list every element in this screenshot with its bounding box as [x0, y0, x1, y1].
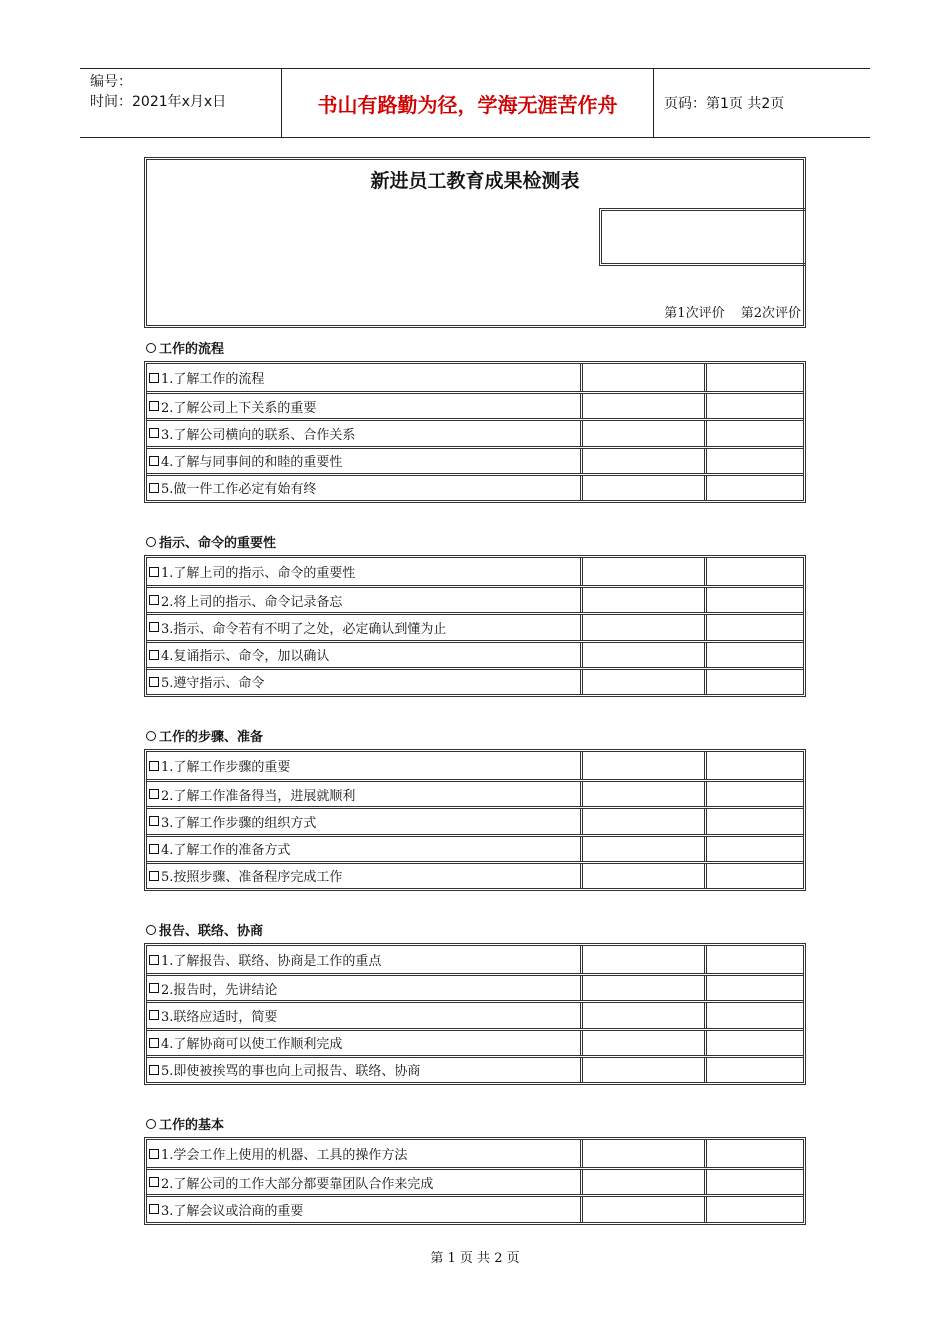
table-row: [147, 861, 803, 888]
circle-bullet-icon: [146, 1119, 156, 1129]
checkbox-icon[interactable]: [149, 622, 159, 632]
time-label: 时间：2021年x月x日: [90, 94, 227, 110]
checkbox-icon[interactable]: [149, 567, 159, 577]
table-row: [147, 364, 803, 391]
checkbox-icon[interactable]: [149, 401, 159, 411]
checklist-item-label: 5.做一件工作必定有始有终: [161, 482, 317, 498]
eval-label-2: 第2次评价: [740, 306, 801, 321]
checklist-item: [147, 864, 583, 888]
checkbox-icon[interactable]: [149, 1038, 159, 1048]
eval-cell-2[interactable]: [707, 837, 803, 861]
checklist-item: [147, 809, 583, 833]
checklist-item-label: 5.按照步骤、准备程序完成工作: [161, 870, 343, 886]
eval-cell-2[interactable]: [707, 394, 803, 418]
eval-cell-2[interactable]: [707, 809, 803, 833]
checklist-item: [147, 1197, 583, 1221]
section-heading: [146, 1114, 224, 1133]
circle-bullet-icon: [146, 731, 156, 741]
table-row: [147, 667, 803, 694]
eval-cell-2[interactable]: [707, 1140, 803, 1167]
checklist-item: [147, 558, 583, 585]
eval-cell-1[interactable]: [583, 1031, 707, 1055]
checklist-table: [144, 1137, 806, 1225]
checkbox-icon[interactable]: [149, 373, 159, 383]
checklist-item: [147, 837, 583, 861]
evaluation-labels: [652, 302, 801, 321]
signature-box: [599, 208, 805, 266]
eval-cell-1[interactable]: [583, 946, 707, 973]
eval-cell-1[interactable]: [583, 976, 707, 1000]
eval-cell-2[interactable]: [707, 1003, 803, 1027]
checklist-table: [144, 943, 806, 1085]
eval-cell-1[interactable]: [583, 752, 707, 779]
checkbox-icon[interactable]: [149, 595, 159, 605]
checklist-item: [147, 946, 583, 973]
eval-cell-1[interactable]: [583, 864, 707, 888]
checklist-item: [147, 643, 583, 667]
section-heading-text: 工作的基本: [159, 1118, 225, 1133]
table-row: [147, 1000, 803, 1027]
checklist-item: [147, 364, 583, 391]
table-row: [147, 1140, 803, 1167]
eval-cell-2[interactable]: [707, 1031, 803, 1055]
table-row: [147, 779, 803, 806]
eval-cell-2[interactable]: [707, 558, 803, 585]
checkbox-icon[interactable]: [149, 456, 159, 466]
checklist-item: [147, 1058, 583, 1082]
checkbox-icon[interactable]: [149, 1149, 159, 1159]
checkbox-icon[interactable]: [149, 871, 159, 881]
eval-cell-2[interactable]: [707, 449, 803, 473]
checklist-item-label: 4.复诵指示、命令，加以确认: [161, 649, 330, 665]
eval-cell-2[interactable]: [707, 615, 803, 639]
table-row: [147, 473, 803, 500]
section-heading: [146, 726, 263, 745]
header-motto: 书山有路勤为径，学海无涯苦作舟: [282, 69, 654, 137]
page-footer: 第 1 页 共 2 页: [430, 1251, 520, 1266]
checklist-item-label: 4.了解协商可以使工作顺利完成: [161, 1037, 343, 1053]
eval-label-1: 第1次评价: [664, 306, 725, 321]
checklist-item-label: 3.联络应适时，简要: [161, 1009, 278, 1025]
eval-cell-1[interactable]: [583, 364, 707, 391]
eval-cell-1[interactable]: [583, 1140, 707, 1167]
checklist-item-label: 1.学会工作上使用的机器、工具的操作方法: [161, 1148, 408, 1164]
section-heading: [146, 532, 276, 551]
eval-cell-1[interactable]: [583, 1170, 707, 1194]
table-row: [147, 418, 803, 445]
eval-cell-2[interactable]: [707, 643, 803, 667]
checklist-item: [147, 476, 583, 500]
table-row: [147, 558, 803, 585]
eval-cell-1[interactable]: [583, 421, 707, 445]
eval-cell-1[interactable]: [583, 588, 707, 612]
section-heading-text: 报告、联络、协商: [159, 924, 264, 939]
checkbox-icon[interactable]: [149, 844, 159, 854]
checklist-item-label: 5.遵守指示、命令: [161, 676, 265, 692]
checklist-table: [144, 749, 806, 891]
eval-cell-2[interactable]: [707, 588, 803, 612]
table-row: [147, 585, 803, 612]
page-header: [80, 68, 870, 138]
table-row: [147, 834, 803, 861]
checkbox-icon[interactable]: [149, 650, 159, 660]
checkbox-icon[interactable]: [149, 816, 159, 826]
checklist-item: [147, 588, 583, 612]
table-row: [147, 946, 803, 973]
checkbox-icon[interactable]: [149, 428, 159, 438]
checklist-item-label: 4.了解与同事间的和睦的重要性: [161, 455, 343, 471]
eval-cell-1[interactable]: [583, 1058, 707, 1082]
checkbox-icon[interactable]: [149, 1065, 159, 1075]
checklist-item-label: 2.了解公司的工作大部分都要靠团队合作来完成: [161, 1176, 434, 1192]
circle-bullet-icon: [146, 537, 156, 547]
checklist-item: [147, 1170, 583, 1194]
checklist-item: [147, 1003, 583, 1027]
header-meta: [80, 69, 282, 137]
eval-cell-1[interactable]: [583, 670, 707, 694]
checkbox-icon[interactable]: [149, 761, 159, 771]
checklist-item-label: 3.了解工作步骤的组织方式: [161, 815, 317, 831]
checklist-item-label: 4.了解工作的准备方式: [161, 843, 291, 859]
checklist-item-label: 1.了解工作步骤的重要: [161, 760, 291, 776]
checklist-item: [147, 1031, 583, 1055]
checkbox-icon[interactable]: [149, 1010, 159, 1020]
table-row: [147, 612, 803, 639]
circle-bullet-icon: [146, 925, 156, 935]
table-row: [147, 1194, 803, 1221]
table-row: [147, 446, 803, 473]
eval-cell-2[interactable]: [707, 1058, 803, 1082]
checklist-item-label: 3.了解公司横向的联系、合作关系: [161, 427, 356, 443]
eval-cell-2[interactable]: [707, 670, 803, 694]
checklist-item: [147, 615, 583, 639]
section-heading-text: 工作的步骤、准备: [159, 730, 264, 745]
checklist-item: [147, 1140, 583, 1167]
checkbox-icon[interactable]: [149, 955, 159, 965]
section-heading: [146, 920, 263, 939]
checklist-item: [147, 449, 583, 473]
checklist-item-label: 1.了解工作的流程: [161, 372, 265, 388]
table-row: [147, 1028, 803, 1055]
checkbox-icon[interactable]: [149, 1177, 159, 1187]
eval-cell-2[interactable]: [707, 976, 803, 1000]
number-label: 编号：: [90, 74, 132, 90]
checklist-item: [147, 670, 583, 694]
eval-cell-2[interactable]: [707, 864, 803, 888]
form-title-box: [144, 157, 806, 328]
eval-cell-2[interactable]: [707, 1197, 803, 1221]
form-title: 新进员工教育成果检测表: [370, 170, 580, 192]
checklist-table: [144, 555, 806, 697]
checklist-item-label: 2.报告时，先讲结论: [161, 982, 278, 998]
header-page-info: 页码：第1页 共2页: [664, 96, 785, 112]
checklist-item-label: 5.即使被挨骂的事也向上司报告、联络、协商: [161, 1064, 421, 1080]
eval-cell-1[interactable]: [583, 837, 707, 861]
table-row: [147, 806, 803, 833]
section-heading-text: 指示、命令的重要性: [159, 536, 277, 551]
eval-cell-1[interactable]: [583, 558, 707, 585]
table-row: [147, 973, 803, 1000]
table-row: [147, 1167, 803, 1194]
table-row: [147, 1055, 803, 1082]
table-row: [147, 391, 803, 418]
checklist-item-label: 2.了解公司上下关系的重要: [161, 400, 317, 416]
checklist-table: [144, 361, 806, 503]
checklist-item: [147, 752, 583, 779]
checklist-item: [147, 394, 583, 418]
eval-cell-1[interactable]: [583, 394, 707, 418]
eval-cell-2[interactable]: [707, 946, 803, 973]
eval-cell-1[interactable]: [583, 782, 707, 806]
eval-cell-1[interactable]: [583, 1003, 707, 1027]
checkbox-icon[interactable]: [149, 789, 159, 799]
checklist-item-label: 1.了解上司的指示、命令的重要性: [161, 566, 356, 582]
checklist-item-label: 2.将上司的指示、命令记录备忘: [161, 594, 343, 610]
eval-cell-2[interactable]: [707, 421, 803, 445]
checklist-item-label: 2.了解工作准备得当，进展就顺利: [161, 788, 356, 804]
eval-cell-1[interactable]: [583, 615, 707, 639]
eval-cell-1[interactable]: [583, 809, 707, 833]
section-heading-text: 工作的流程: [159, 342, 225, 357]
table-row: [147, 640, 803, 667]
circle-bullet-icon: [146, 343, 156, 353]
eval-cell-1[interactable]: [583, 449, 707, 473]
checkbox-icon[interactable]: [149, 677, 159, 687]
checklist-item-label: 3.指示、命令若有不明了之处，必定确认到懂为止: [161, 621, 447, 637]
table-row: [147, 752, 803, 779]
checkbox-icon[interactable]: [149, 483, 159, 493]
eval-cell-1[interactable]: [583, 643, 707, 667]
eval-cell-2[interactable]: [707, 476, 803, 500]
eval-cell-2[interactable]: [707, 752, 803, 779]
eval-cell-2[interactable]: [707, 364, 803, 391]
checklist-item: [147, 782, 583, 806]
checkbox-icon[interactable]: [149, 983, 159, 993]
eval-cell-1[interactable]: [583, 476, 707, 500]
section-heading: [146, 338, 224, 357]
eval-cell-2[interactable]: [707, 782, 803, 806]
checklist-item-label: 1.了解报告、联络、协商是工作的重点: [161, 954, 382, 970]
eval-cell-2[interactable]: [707, 1170, 803, 1194]
checkbox-icon[interactable]: [149, 1204, 159, 1214]
eval-cell-1[interactable]: [583, 1197, 707, 1221]
checklist-item: [147, 421, 583, 445]
checklist-item-label: 3.了解会议或洽商的重要: [161, 1203, 304, 1219]
checklist-item: [147, 976, 583, 1000]
